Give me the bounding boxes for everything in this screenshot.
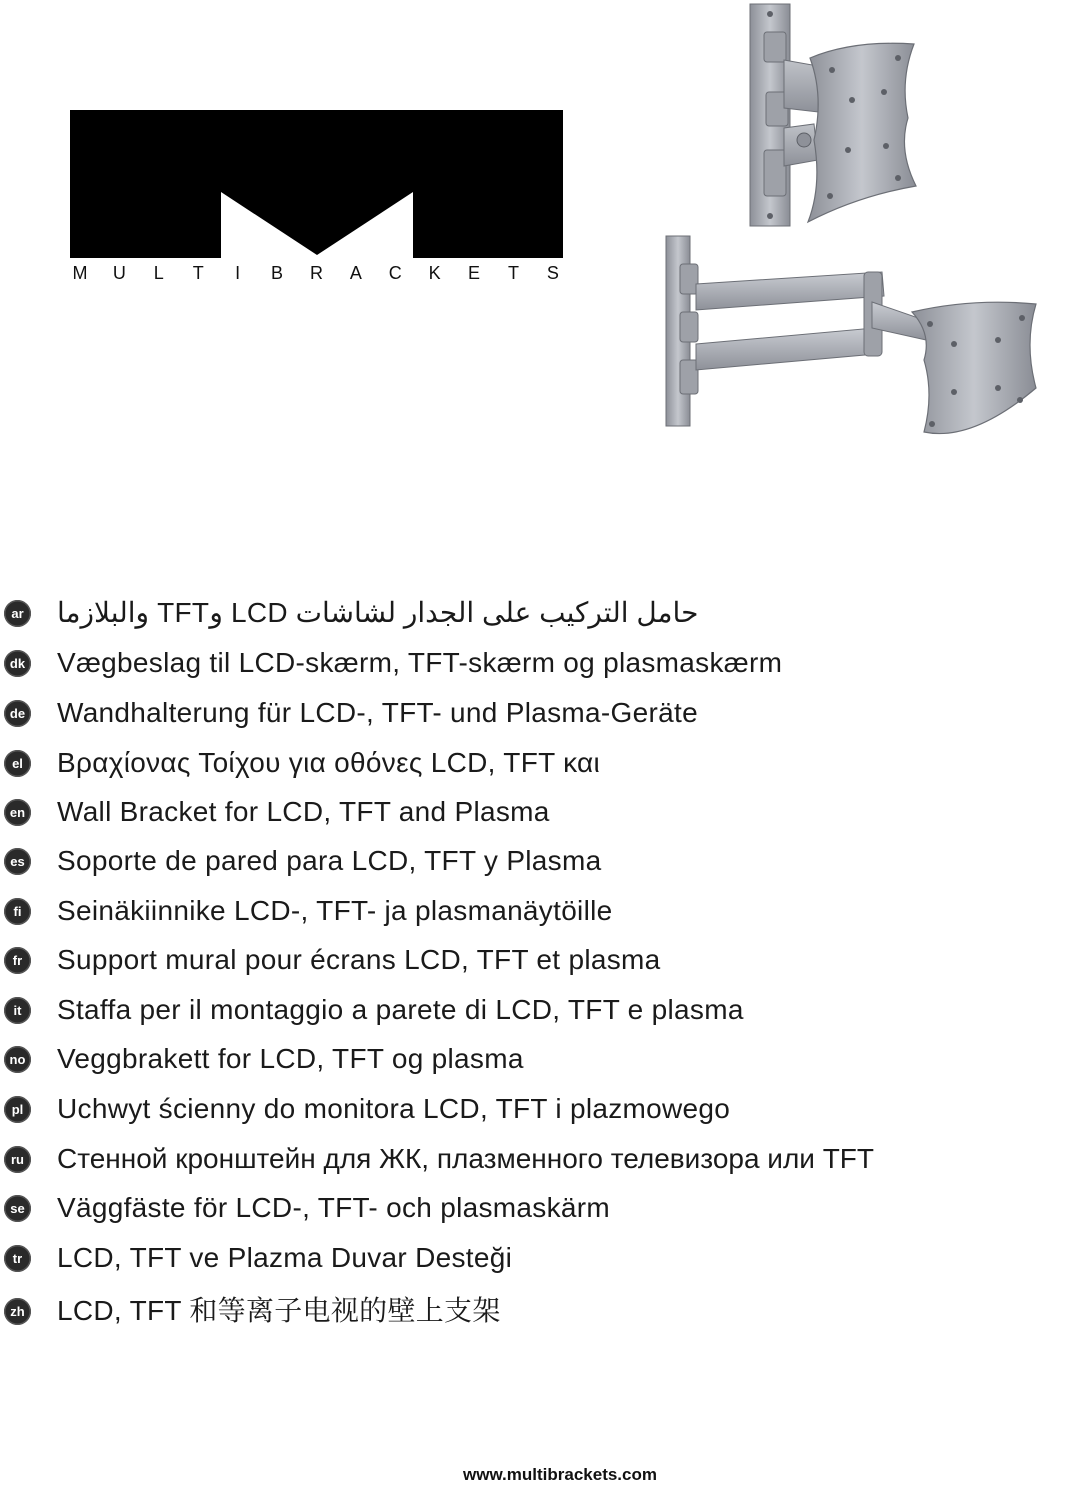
brand-letter: U (112, 262, 126, 283)
brand-wordmark (70, 260, 563, 286)
language-row-es (0, 836, 1069, 886)
footer-website-url: www.multibrackets.com (463, 1465, 657, 1484)
language-title: Uchwyt ścienny do monitora LCD, TFT i plazmowego (57, 1093, 731, 1124)
brand-letter: E (468, 262, 481, 283)
language-title: LCD, TFT 和等离子电视的壁上支架 (57, 1295, 501, 1326)
language-row-dk (0, 638, 1069, 688)
brand-letter: T (507, 262, 519, 283)
language-title: Wall Bracket for LCD, TFT and Plasma (57, 796, 550, 827)
language-badge: ar (4, 600, 31, 627)
language-badge: en (4, 799, 31, 826)
language-title: Βραχίονας Τοίχου για οθόνες LCD, TFT και (57, 747, 601, 778)
brand-logo (70, 110, 563, 288)
language-title: حامل التركيب على الجدار لشاشات LCD وTFT والبلازما (57, 597, 699, 628)
language-title: Seinäkiinnike LCD-, TFT- ja plasmanäytöille (57, 895, 613, 926)
language-row-de (0, 688, 1069, 738)
language-row-zh (0, 1286, 1069, 1336)
language-row-ru (0, 1134, 1069, 1184)
language-title: Veggbrakett for LCD, TFT og plasma (57, 1043, 524, 1074)
language-badge: ru (4, 1146, 31, 1173)
language-title: LCD, TFT ve Plazma Duvar Desteği (57, 1242, 513, 1273)
language-badge: it (4, 997, 31, 1024)
brand-letter: R (309, 262, 323, 283)
brand-letter: T (192, 262, 204, 283)
language-badge: tr (4, 1245, 31, 1272)
product-image-short-mount (748, 0, 923, 230)
language-badge: fr (4, 947, 31, 974)
brand-letter: K (428, 262, 441, 283)
language-row-en (0, 787, 1069, 837)
brand-letter: A (349, 262, 362, 283)
language-row-ar (0, 588, 1069, 638)
product-image-extended-mount (662, 232, 1042, 437)
brand-letter: B (271, 262, 284, 283)
language-title: Soporte de pared para LCD, TFT y Plasma (57, 845, 602, 876)
language-badge: el (4, 750, 31, 777)
brand-letter: L (153, 262, 164, 283)
language-title: Стенной кронштейн для ЖК, плазменного телевизора или TFT (57, 1143, 875, 1174)
language-title: Väggfäste för LCD-, TFT- och plasmaskärm (57, 1192, 610, 1223)
language-row-it (0, 985, 1069, 1035)
brand-letter: I (235, 262, 241, 283)
brand-letter: S (546, 262, 559, 283)
language-row-pl (0, 1084, 1069, 1134)
language-badge: se (4, 1195, 31, 1222)
language-row-tr (0, 1233, 1069, 1283)
language-badge: fi (4, 898, 31, 925)
brand-letter: M (72, 262, 88, 283)
language-badge: de (4, 700, 31, 727)
language-title: Wandhalterung für LCD-, TFT- und Plasma-Geräte (57, 697, 698, 728)
language-title: Staffa per il montaggio a parete di LCD, TFT e plasma (57, 994, 744, 1025)
brand-logo-mark (70, 110, 563, 258)
language-badge: no (4, 1046, 31, 1073)
language-row-fr (0, 935, 1069, 985)
language-badge: es (4, 848, 31, 875)
language-badge: zh (4, 1298, 31, 1325)
language-badge: dk (4, 650, 31, 677)
brand-letter: C (388, 262, 402, 283)
language-row-fi (0, 886, 1069, 936)
language-row-no (0, 1034, 1069, 1084)
language-badge: pl (4, 1096, 31, 1123)
language-row-se (0, 1183, 1069, 1233)
language-title: Vægbeslag til LCD-skærm, TFT-skærm og plasmaskærm (57, 647, 783, 678)
language-row-el (0, 738, 1069, 788)
language-title: Support mural pour écrans LCD, TFT et plasma (57, 944, 661, 975)
